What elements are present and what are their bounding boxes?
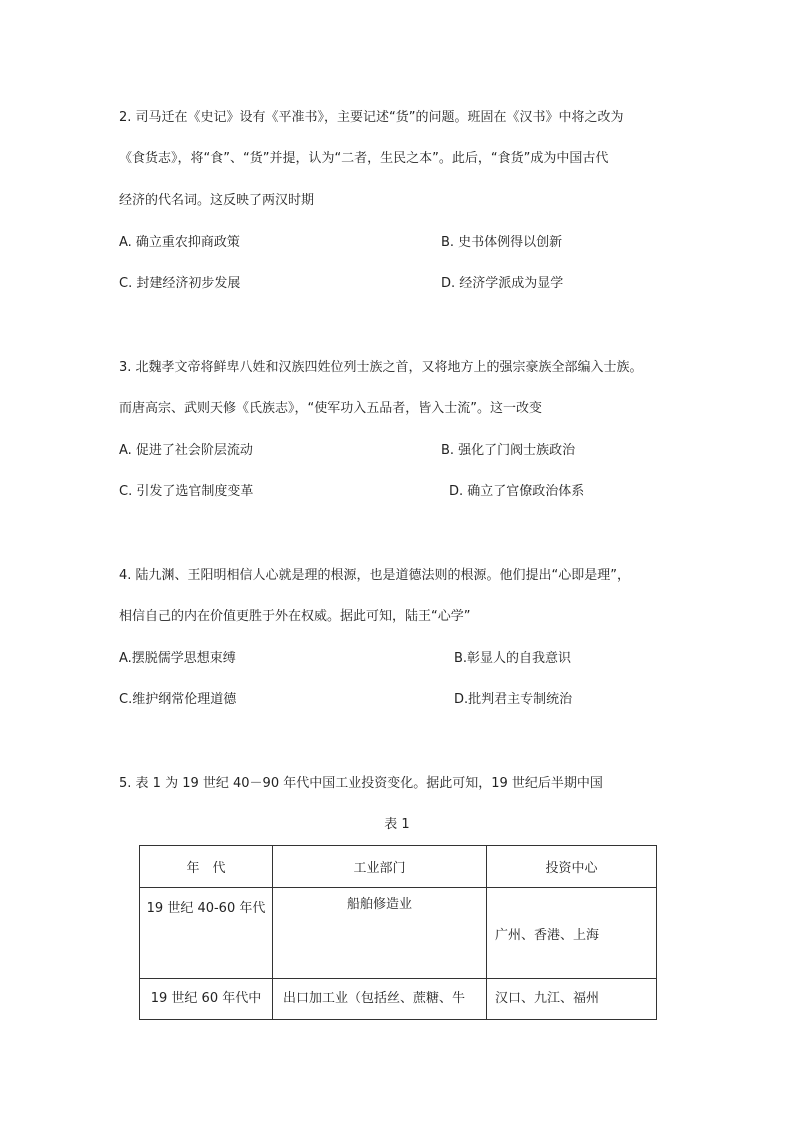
q4-stem-line-1: 4. 陆九渊、王阳明相信人心就是理的根源，也是道德法则的根源。他们提出“心即是理”， bbox=[119, 568, 631, 583]
table-header-row bbox=[140, 846, 657, 888]
q4-option-c: C.维护纲常伦理道德 bbox=[119, 692, 237, 707]
table-cell-industry: 船舶修造业 bbox=[273, 888, 487, 979]
q3-option-a: A. 促进了社会阶层流动 bbox=[119, 443, 253, 458]
q4-option-a: A.摆脱儒学思想束缚 bbox=[119, 651, 236, 666]
table-cell-center: 广州、香港、上海 bbox=[487, 888, 657, 979]
q2-stem-line-2: 《食货志》，将“食”、“货”并提，认为“二者，生民之本”。此后，“食货”成为中国古代 bbox=[119, 151, 609, 166]
q2-option-a: A. 确立重农抑商政策 bbox=[119, 235, 240, 250]
table-row bbox=[140, 888, 657, 979]
q2-stem-line-3: 经济的代名词。这反映了两汉时期 bbox=[119, 193, 315, 208]
q3-option-b: B. 强化了门阀士族政治 bbox=[441, 443, 576, 458]
q4-option-d: D.批判君主专制统治 bbox=[454, 692, 573, 707]
q2-option-b: B. 史书体例得以创新 bbox=[441, 235, 563, 250]
header-investment-center: 投资中心 bbox=[487, 846, 657, 888]
q5-stem-line-1: 5. 表 1 为 19 世纪 40－90 年代中国工业投资变化。据此可知，19 世纪后半期中国 bbox=[119, 776, 603, 791]
header-era: 年 代 bbox=[140, 846, 273, 888]
q3-option-d: D. 确立了官僚政治体系 bbox=[449, 484, 585, 499]
q3-option-c: C. 引发了选官制度变革 bbox=[119, 484, 254, 499]
q3-stem-line-2: 而唐高宗、武则天修《氏族志》，“使军功入五品者，皆入士流”。这一改变 bbox=[119, 401, 542, 416]
q3-stem-line-1: 3. 北魏孝文帝将鲜卑八姓和汉族四姓位列士族之首，又将地方上的强宗豪族全部编入士族。 bbox=[119, 360, 643, 375]
q4-option-b: B.彰显人的自我意识 bbox=[454, 651, 572, 666]
table-cell-industry: 出口加工业（包括丝、蔗糖、牛 bbox=[273, 979, 487, 1020]
table-cell-era: 19 世纪 60 年代中 bbox=[140, 979, 273, 1020]
table-row bbox=[140, 979, 657, 1020]
q4-stem-line-2: 相信自己的内在价值更胜于外在权威。据此可知，陆王“心学” bbox=[119, 609, 471, 624]
header-industry-sector: 工业部门 bbox=[273, 846, 487, 888]
q2-option-c: C. 封建经济初步发展 bbox=[119, 276, 241, 291]
table-cell-center: 汉口、九江、福州 bbox=[487, 979, 657, 1020]
table-caption: 表 1 bbox=[384, 817, 410, 832]
industry-investment-table bbox=[139, 845, 657, 1020]
q2-stem-line-1: 2. 司马迁在《史记》设有《平准书》，主要记述“货”的问题。班固在《汉书》中将之改为 bbox=[119, 110, 624, 125]
q2-option-d: D. 经济学派成为显学 bbox=[441, 276, 564, 291]
table-cell-era: 19 世纪 40-60 年代 bbox=[140, 888, 273, 979]
